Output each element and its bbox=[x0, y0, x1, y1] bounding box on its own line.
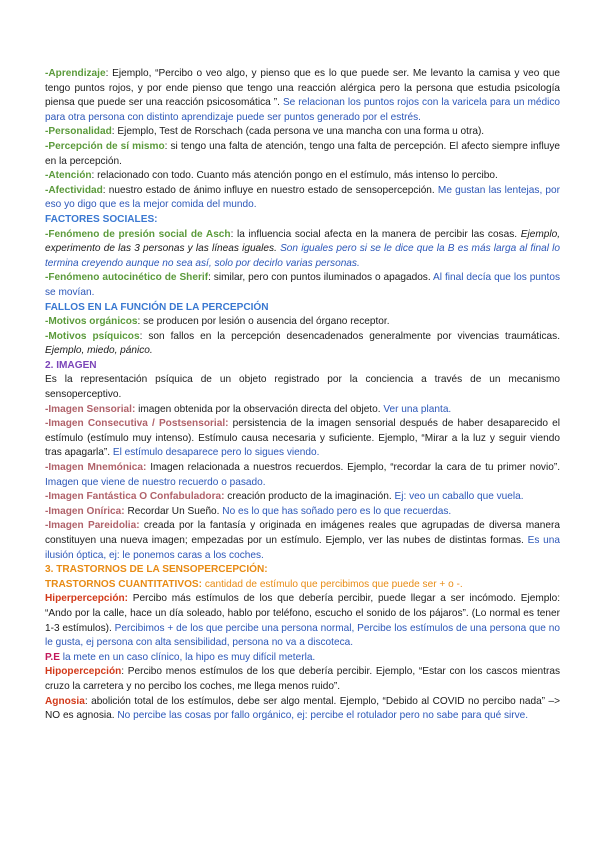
paragraph-afectividad: -Afectividad: nuestro estado de ánimo influye en nuestro estado de sensopercepción. Me gustan las lentejas, por eso yo digo que es la mejor comida del mundo. bbox=[45, 184, 561, 211]
term-asch: -Fenómeno de presión social de Asch bbox=[45, 228, 231, 240]
term-imagen-onirica: -Imagen Onírica: bbox=[45, 505, 125, 517]
paragraph-agnosia: Agnosia: abolición total de los estímulos, debe ser algo mental. Ejemplo, “Debido al COVID no percibo nada” –> NO es agnosia. No percibe las cosas por fallo orgánico, ej: percibe el rotulador pero no sabe para qué sirve. bbox=[45, 695, 560, 722]
paragraph-personalidad: -Personalidad: Ejemplo, Test de Rorschach (cada persona ve una mancha con una forma u otra). bbox=[45, 126, 485, 138]
paragraph-imagen-fantastica: -Imagen Fantástica O Confabuladora: creación producto de la imaginación. Ej: veo un caballo que vuela. bbox=[45, 491, 524, 503]
heading-fallos: FALLOS EN LA FUNCIÓN DE LA PERCEPCIÓN bbox=[45, 301, 269, 313]
term-hipopercepcion: Hipopercepción bbox=[45, 666, 122, 678]
paragraph-motivos-psiquicos: -Motivos psíquicos: son fallos en la percepción desencadenados generalmente por vivencias traumáticas. Ejemplo, miedo, pánico. bbox=[45, 330, 560, 357]
term-imagen-fantastica: -Imagen Fantástica O Confabuladora: bbox=[45, 491, 225, 503]
heading-trastornos: 3. TRASTORNOS DE LA SENSOPERCEPCIÓN: bbox=[45, 564, 268, 576]
heading-imagen: 2. IMAGEN bbox=[45, 359, 97, 371]
heading-factores-sociales: FACTORES SOCIALES: bbox=[45, 213, 158, 225]
paragraph-aprendizaje: -Aprendizaje: Ejemplo, “Percibo o veo algo, y pienso que es lo que puede ser. Me levanto la camisa y veo que tengo puntos rojos, y por ende pienso que tengo una reacción alérgica pero la persona que estudia psicología piensa que puede ser una reacción psicosomática ”. Se relacionan los puntos rojos con la varicela para un médico para otra persona con distinto aprendizaje puede ser puntos generado por el estrés. bbox=[45, 68, 560, 123]
paragraph-imagen-pareidolia: -Imagen Pareidolia: creada por la fantasía y originada en imágenes reales que agrupadas de diversa manera constituyen una nueva imagen; empezadas por un estímulo. Ejemplo, ver las nubes de distintas formas. Es una ilusión óptica, ej: le ponemos caras a los coches. bbox=[45, 520, 560, 561]
paragraph-hipopercepcion: Hipopercepción: Percibo menos estímulos de los que debería percibir. Ejemplo, “Estar con los cascos mientras cruzo la carretera y no percibo los coches, me llega menos ruido”. bbox=[45, 666, 560, 692]
term-afectividad: -Afectividad bbox=[45, 184, 103, 196]
paragraph-hiperpercepcion: Hiperpercepción: Percibo más estímulos de los que debería percibir, puede llegar a ser incómodo. Ejemplo: “Ando por la calle, hace un día soleado, hablo por teléfono, escucho el sonido de los pájaros”. (Lo normal es tener 1-3 estímulos). Percibimos + de los que percibe una persona normal, Percibe los estímulos de una persona que no le gusta, ej persona con alta sensibilidad, persona no va a discoteca. P.E la mete en un caso clínico, la hipo es muy difícil meterla. bbox=[45, 593, 560, 663]
term-imagen-mnemonica: -Imagen Mnemónica: bbox=[45, 462, 147, 474]
paragraph-imagen-definicion: Es la representación psíquica de un objeto registrado por la conciencia a través de un mecanismo sensoperceptivo. bbox=[45, 374, 560, 401]
paragraph-imagen-consecutiva: -Imagen Consecutiva / Postsensorial: persistencia de la imagen sensorial después de haber desaparecido el estímulo (estímulo muy intenso). Estímulo causa necesaria y suficiente. Ejemplo, “Mirar a la luz y seguir viendo tras apagarla”. El estímulo desaparece pero lo sigues viendo. bbox=[45, 418, 560, 459]
term-agnosia: Agnosia bbox=[45, 695, 85, 707]
term-aprendizaje: -Aprendizaje bbox=[45, 68, 106, 79]
paragraph-sherif: -Fenómeno autocinético de Sherif: similar, pero con puntos iluminados o apagados. Al final decía que los puntos se movían. bbox=[45, 272, 561, 298]
paragraph-cuantitativos: TRASTORNOS CUANTITATIVOS: cantidad de estímulo que percibimos que puede ser + o -. bbox=[45, 578, 463, 590]
pe-label: P.E bbox=[45, 651, 60, 663]
term-cuantitativos: TRASTORNOS CUANTITATIVOS: bbox=[45, 578, 203, 590]
paragraph-imagen-onirica: -Imagen Onírica: Recordar Un Sueño. No es lo que has soñado pero es lo que recuerdas. bbox=[45, 505, 452, 517]
paragraph-motivos-organicos: -Motivos orgánicos: se producen por lesión o ausencia del órgano receptor. bbox=[45, 316, 390, 328]
term-imagen-sensorial: -Imagen Sensorial: bbox=[45, 403, 136, 415]
term-percepcion-mismo: -Percepción de sí mismo bbox=[45, 140, 165, 152]
paragraph-atencion: -Atención: relacionado con todo. Cuanto más atención pongo en el estímulo, más intenso lo percibo. bbox=[45, 170, 498, 182]
paragraph-imagen-sensorial: -Imagen Sensorial: imagen obtenida por la observación directa del objeto. Ver una planta. bbox=[45, 403, 452, 415]
term-imagen-consecutiva: -Imagen Consecutiva / Postsensorial: bbox=[45, 418, 229, 430]
paragraph-percepcion-mismo: -Percepción de sí mismo: si tengo una falta de atención, tengo una falta de percepción. El afecto siempre influye en la percepción. bbox=[45, 140, 560, 167]
term-sherif: -Fenómeno autocinético de Sherif bbox=[45, 272, 209, 284]
term-motivos-psiquicos: -Motivos psíquicos bbox=[45, 330, 140, 342]
paragraph-imagen-mnemonica: -Imagen Mnemónica: Imagen relacionada a nuestros recuerdos. Ejemplo, “recordar la cara de tu primer novio”. Imagen que viene de nuestro recuerdo o pasado. bbox=[45, 462, 561, 488]
term-motivos-organicos: -Motivos orgánicos bbox=[45, 316, 138, 328]
term-atencion: -Atención bbox=[45, 170, 92, 182]
term-hiperpercepcion: Hiperpercepción: bbox=[45, 593, 129, 605]
paragraph-asch: -Fenómeno de presión social de Asch: la influencia social afecta en la manera de percibir las cosas. Ejemplo, experimento de las 3 personas y las líneas iguales. Son iguales pero si se le dice que la B es más larga al final lo termina creyendo aunque no sea así, solo por decirlo varias personas. bbox=[45, 228, 561, 269]
term-personalidad: -Personalidad bbox=[45, 126, 112, 138]
term-imagen-pareidolia: -Imagen Pareidolia: bbox=[45, 520, 140, 532]
